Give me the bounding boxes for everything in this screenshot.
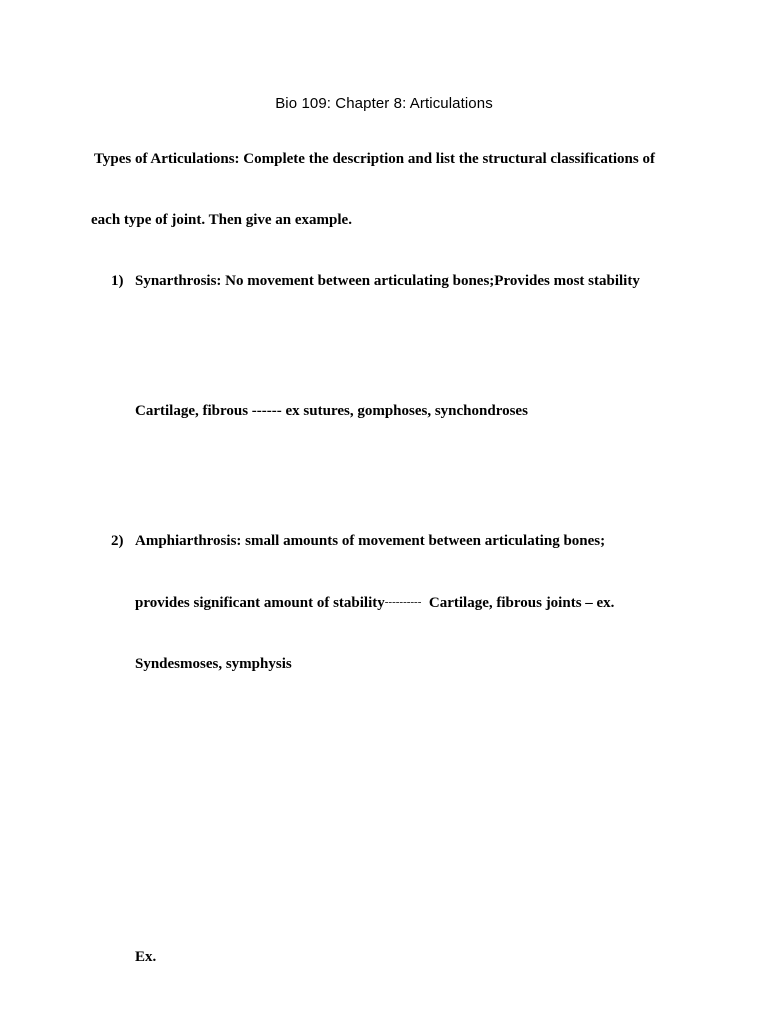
intro-line-2: each type of joint. Then give an example. <box>91 212 352 228</box>
trailing-example-label: Ex. <box>135 949 157 965</box>
item-2-classification: Cartilage, fibrous joints – ex. <box>421 595 615 611</box>
item-2-examples: Syndesmoses, symphysis <box>135 656 292 672</box>
item-2-stability-text: provides significant amount of stability <box>135 595 385 611</box>
item-2-description: Amphiarthrosis: small amounts of movement between articulating bones; <box>135 533 606 549</box>
item-2-number: 2) <box>111 533 124 549</box>
page-title: Bio 109: Chapter 8: Articulations <box>275 95 493 112</box>
item-2-description-cont <box>135 593 614 612</box>
item-1-classification: Cartilage, fibrous ------ ex sutures, gomphoses, synchondroses <box>135 403 528 419</box>
item-1-number: 1) <box>111 273 124 289</box>
item-1-description: Synarthrosis: No movement between articulating bones;Provides most stability <box>135 273 640 289</box>
item-2-dash-separator: ---------- <box>384 596 422 608</box>
intro-line-1: Types of Articulations: Complete the description and list the structural classifications of <box>94 151 655 167</box>
